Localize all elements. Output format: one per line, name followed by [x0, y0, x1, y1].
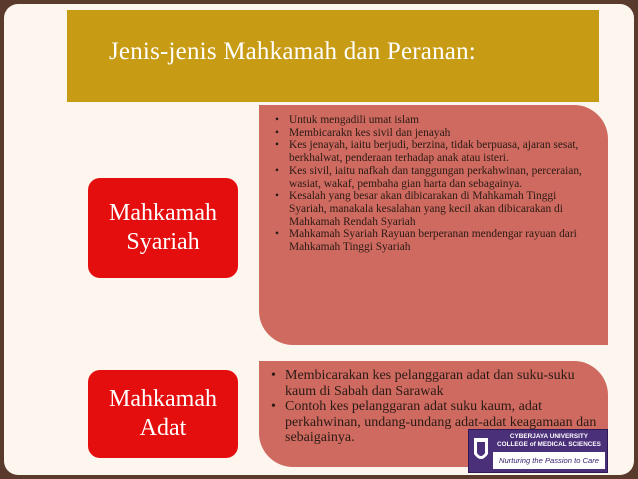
logo-tagline: Nurturing the Passion to Care	[493, 452, 605, 469]
list-item-text: Kesalah yang besar akan dibicarakan di Mahkamah Tinggi Syariah, manakala kesalahan yang kecil akan dibicarakan di Mahkamah Rendah Syariah	[289, 190, 563, 228]
syariah-description-panel	[259, 105, 608, 345]
crest-icon	[472, 434, 490, 468]
list-item-text: Contoh kes pelanggaran adat suku kaum, adat perkahwinan, undang-undang adat-adat keagamaan dan sebaigainya.	[285, 399, 597, 445]
bullet-icon: •	[275, 114, 279, 126]
list-item	[269, 368, 598, 399]
logo-line-2: COLLEGE of MEDICAL SCIENCES	[497, 441, 601, 448]
list-item	[273, 228, 596, 253]
syariah-label-box	[88, 178, 238, 278]
bullet-icon: •	[275, 164, 279, 177]
slide-title: Jenis-jenis Mahkamah dan Peranan:	[109, 38, 476, 65]
list-item	[273, 165, 596, 190]
bullet-icon: •	[271, 399, 276, 414]
bullet-icon: •	[275, 126, 279, 139]
logo-line-1: CYBERJAYA UNIVERSITY	[509, 433, 589, 440]
syariah-label: Mahkamah Syariah	[109, 200, 217, 255]
list-item-text: Membicarakn kes sivil dan jenayah	[289, 126, 451, 139]
bullet-icon: •	[275, 190, 279, 203]
list-item-text: Mahkamah Syariah Rayuan berperanan mendengar rayuan dari Mahkamah Tinggi Syariah	[289, 228, 577, 254]
list-item-text: Kes sivil, iaitu nafkah dan tanggungan perkahwinan, perceraian, wasiat, wakaf, pembaha gian harta dan sebagainya.	[289, 164, 582, 190]
list-item	[273, 114, 596, 127]
bullet-icon: •	[271, 368, 276, 383]
bullet-icon: •	[275, 228, 279, 241]
list-item	[273, 139, 596, 164]
syariah-item-list	[273, 114, 596, 254]
slide	[4, 4, 634, 475]
list-item	[273, 190, 596, 228]
list-item-text: Untuk mengadili umat islam	[289, 114, 420, 126]
college-logo	[468, 429, 608, 473]
list-item-text: Kes jenayah, iaitu berjudi, berzina, tidak berpuasa, ajaran sesat, berkhalwat, penderaan terhadap anak atau isteri.	[289, 139, 579, 165]
list-item	[273, 127, 596, 140]
adat-label-box	[88, 370, 238, 458]
title-bar	[67, 10, 599, 102]
adat-label: Mahkamah Adat	[109, 386, 217, 441]
bullet-icon: •	[275, 139, 279, 152]
list-item-text: Membicarakan kes pelanggaran adat dan suku-suku kaum di Sabah dan Sarawak	[285, 368, 575, 399]
